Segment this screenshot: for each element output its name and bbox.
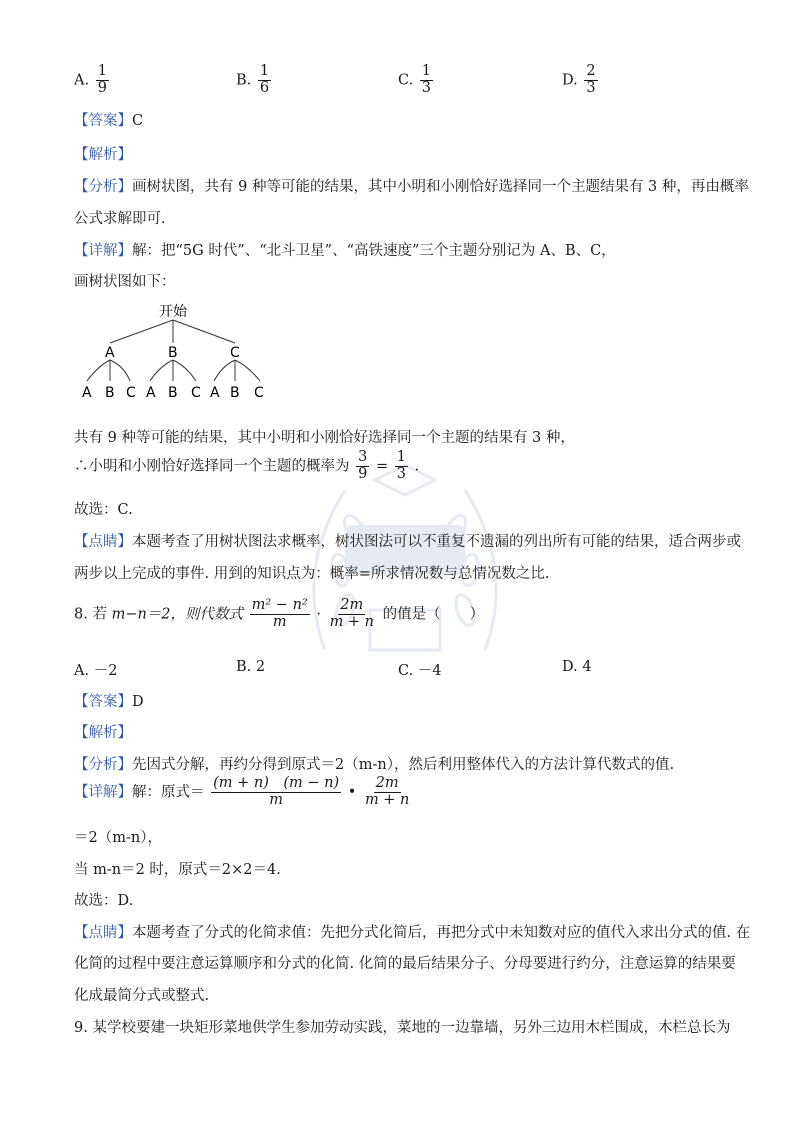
q7-result-line: 共有 9 种等可能的结果，其中小明和小刚恰好选择同一个主题的结果有 3 种，: [74, 430, 575, 446]
q8-dianjing-line3: 化成最简分式或整式.: [74, 988, 210, 1004]
q7-option-c: C. $\frac{1}{3}$: [398, 63, 432, 96]
tree-leaf: B: [230, 385, 240, 401]
q7-xiangjie: 【详解】解：把“5G 时代”、“北斗卫星”、“高铁速度”三个主题分别记为 A、B、C，: [74, 243, 616, 259]
q8-answer: 【答案】D: [74, 694, 144, 710]
q7-probability: ∴小明和小刚恰好选择同一个主题的概率为 $\frac{3}{9}$ = $\frac{1}{3}$ .: [74, 449, 420, 482]
q7-option-d: D. $\frac{2}{3}$: [562, 63, 596, 96]
q8-jiexi: 【解析】: [74, 725, 132, 741]
q7-tree-intro: 画树状图如下：: [74, 274, 176, 290]
q7-dianjing-line2: 两步以上完成的事件. 用到的知识点为：概率=所求情况数与总情况数之比.: [74, 566, 550, 582]
tree-node-a: A: [105, 345, 115, 361]
q8-fenxi: 【分析】先因式分解，再约分得到原式＝2（m-n），然后利用整体代入的方法计算代数式的值.: [74, 757, 675, 773]
q7-choose: 故选：C.: [74, 502, 133, 518]
q8-option-d: D. 4: [562, 659, 592, 675]
q8-dianjing-line2: 化简的过程中要注意运算顺序和分式的化简. 化简的最后结果分子、分母要进行约分，注意运算的结果要: [74, 956, 736, 972]
q7-option-b: B. $\frac{1}{6}$: [236, 63, 270, 96]
tree-diagram: [70, 298, 280, 408]
q7-answer: 【答案】C: [74, 113, 144, 129]
q8-step2: ＝2（m-n），: [74, 830, 162, 846]
q7-fenxi-line1: 【分析】画树状图，共有 9 种等可能的结果，其中小明和小刚恰好选择同一个主题结果有 3 种，再由概率: [74, 179, 749, 195]
q8-stem: 8. 若 m−n＝2，则代数式 $\frac{\text{m² − n²}}{m}$ · $\frac{2m}{m + n}$ 的值是（ ）: [74, 597, 485, 630]
tree-leaf: C: [191, 385, 201, 401]
q8-dianjing-line1: 【点睛】本题考查了分式的化简求值：先把分式化简后，再把分式中未知数对应的值代入求出分式的值. 在: [74, 925, 751, 941]
q7-option-a: A. $\frac{1}{9}$: [74, 63, 107, 96]
tree-leaf: B: [105, 385, 115, 401]
q7-jiexi: 【解析】: [74, 147, 132, 163]
q8-choose: 故选：D.: [74, 893, 134, 909]
tree-node-b: B: [168, 345, 178, 361]
q9-stem: 9. 某学校要建一块矩形菜地供学生参加劳动实践，菜地的一边靠墙，另外三边用木栏围成，木栏总长为: [74, 1020, 731, 1036]
q8-xiangjie: 【详解】解：原式＝ $\frac{(m + n) (m - n)}{m}$ • $\frac{2m}{m + n}$: [74, 775, 410, 808]
q8-option-c: C. －4: [398, 663, 442, 679]
tree-root: 开始: [159, 304, 187, 320]
q8-option-b: B. 2: [236, 659, 266, 675]
tree-leaf: C: [126, 385, 136, 401]
tree-leaf: A: [82, 385, 92, 401]
q7-fenxi-line2: 公式求解即可.: [74, 211, 166, 227]
q8-step3: 当 m-n＝2 时，原式＝2×2＝4.: [74, 862, 281, 878]
q7-dianjing-line1: 【点睛】本题考查了用树状图法求概率，树状图法可以不重复不遗漏的列出所有可能的结果，适合两步或: [74, 534, 741, 550]
tree-node-c: C: [230, 345, 240, 361]
tree-leaf: C: [254, 385, 264, 401]
tree-leaf: B: [168, 385, 178, 401]
tree-leaf: A: [210, 385, 220, 401]
q8-option-a: A. －2: [74, 663, 118, 679]
tree-leaf: A: [146, 385, 156, 401]
